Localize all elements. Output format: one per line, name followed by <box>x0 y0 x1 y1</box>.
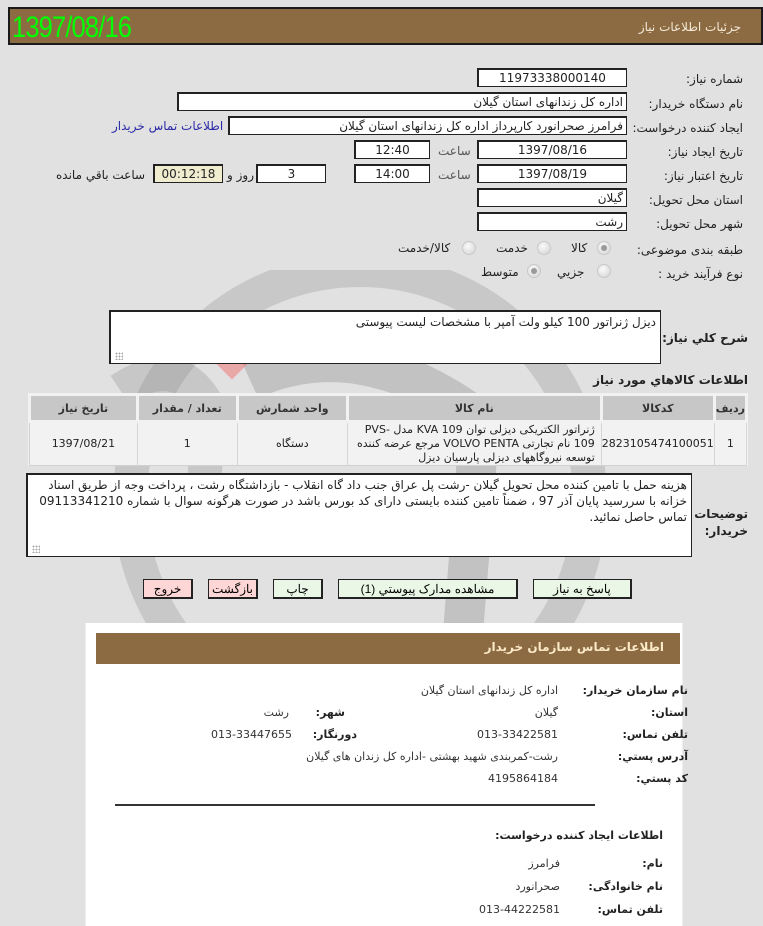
buyer-postal-label: کد پستي: <box>636 772 688 785</box>
buyer-org-label: نام سازمان خریدار: <box>582 684 688 697</box>
creator-last-name-label: نام خانوادگی: <box>588 880 663 893</box>
buyer-contact-header <box>96 633 680 664</box>
creator-phone-label: تلفن تماس: <box>597 903 663 916</box>
category-radio-goods[interactable] <box>597 241 611 255</box>
respond-button[interactable]: پاسخ به نیاز <box>533 579 632 599</box>
page-title: جزئیات اطلاعات نیاز <box>638 20 741 34</box>
creator-last-name-value: صحرانورد <box>515 880 560 893</box>
purchase-type-medium-label: متوسط <box>481 265 519 279</box>
buyer-province-value: گیلان <box>534 706 558 719</box>
back-button[interactable]: بازگشت <box>208 579 258 599</box>
col-unit: واحد شمارش <box>237 395 347 422</box>
buyer-contact-title: اطلاعات تماس سازمان خریدار <box>484 640 664 654</box>
creator-field: فرامرز صحرانورد کارپرداز اداره کل زندانهای استان گیلان <box>228 116 627 135</box>
col-code: کدکالا <box>601 395 714 422</box>
created-time-label: ساعت <box>438 144 471 158</box>
city-label: شهر محل تحویل: <box>656 217 743 231</box>
validity-time-label: ساعت <box>438 168 471 182</box>
view-attachments-button[interactable]: مشاهده مدارک پیوستي (1) <box>338 579 518 599</box>
buyer-fax-label: دورنگار: <box>312 728 357 741</box>
col-date: تاریخ نیاز <box>30 395 138 422</box>
divider <box>115 804 595 806</box>
cell-qty: 1 <box>137 422 237 466</box>
creator-first-name-label: نام: <box>642 857 663 870</box>
province-label: استان محل تحویل: <box>648 193 743 207</box>
cell-date: 1397/08/21 <box>30 422 138 466</box>
resize-grip-icon[interactable] <box>115 352 123 360</box>
resize-grip-icon[interactable] <box>32 545 40 553</box>
created-date-field: 1397/08/16 <box>477 140 627 159</box>
items-section-title: اطلاعات کالاهاي مورد نیاز <box>593 373 748 387</box>
buyer-contact-link[interactable]: اطلاعات تماس خریدار <box>112 119 224 133</box>
cell-name: ژنراتور الکتریکی دیزلی توان 109 KVA مدل PVS-109 نام تجارتی VOLVO PENTA مرجع عرضه کننده توسعه نیروگاههای دیزلی پارسیان دیزل <box>347 422 601 466</box>
purchase-type-minor-label: جزیي <box>557 265 585 279</box>
buyer-notes-text: هزینه حمل با تامین کننده محل تحویل گیلان -رشت پل عراق جنب داد گاه انقلاب - بازداشتگاه رشت ، پرداخت وجه از طریق اسناد خزانه با سررسید پایان آذر 97 ، ضمناً تامین کننده بایستی دارای کد بورس باشد در صورت هرگونه سوال با شماره 09113341210 تماس حاصل نمائید. <box>39 478 687 524</box>
col-qty: تعداد / مقدار <box>137 395 237 422</box>
print-button[interactable]: چاپ <box>273 579 323 599</box>
buyer-org-value: اداره کل زندانهای استان گیلان <box>420 684 558 697</box>
creator-first-name-value: فرامرز <box>528 857 560 870</box>
category-radio-service[interactable] <box>537 241 551 255</box>
days-remaining-field: 3 <box>256 164 326 183</box>
validity-date-field: 1397/08/19 <box>477 164 627 183</box>
buyer-notes-textarea[interactable] <box>26 473 692 557</box>
col-name: نام کالا <box>347 395 601 422</box>
buyer-province-label: استان: <box>651 706 688 719</box>
description-text: دیزل ژنراتور 100 کیلو ولت آمپر با مشخصات لیست پیوستی <box>355 315 656 329</box>
created-time-field: 12:40 <box>354 140 430 159</box>
cell-row: 1 <box>714 422 746 466</box>
validity-date-label: تاریخ اعتبار نیاز: <box>663 169 743 183</box>
buyer-notes-label: توضیحات خریدار: <box>694 507 748 538</box>
category-radio-goods-service[interactable] <box>462 241 476 255</box>
buyer-fax-value: 013-33447655 <box>211 728 292 741</box>
items-table-header <box>30 395 747 422</box>
buyer-address-value: رشت-کمربندی شهید بهشتی -اداره کل زندان های گیلان <box>306 750 558 763</box>
province-field: گیلان <box>477 188 627 207</box>
purchase-type-radio-minor[interactable] <box>597 264 611 278</box>
creator-phone-value: 013-44222581 <box>479 903 560 916</box>
time-remaining-label: ساعت باقي مانده <box>56 168 146 182</box>
cell-code: 2823105474100051 <box>601 422 714 466</box>
buyer-org-field: اداره کل زندانهای استان گیلان <box>177 92 627 111</box>
buyer-phone-label: تلفن تماس: <box>622 728 688 741</box>
description-label: شرح کلي نیاز: <box>662 331 748 345</box>
buyer-city-value: رشت <box>263 706 289 719</box>
days-and-label: روز و <box>227 168 254 182</box>
need-number-label: شماره نیاز: <box>686 72 743 86</box>
need-number-field: 11973338000140 <box>477 68 627 87</box>
items-table <box>28 393 748 466</box>
buyer-city-label: شهر: <box>315 706 345 719</box>
category-service-label: خدمت <box>496 241 528 255</box>
creator-label: ایجاد کننده درخواست: <box>632 121 743 135</box>
buyer-address-label: آدرس پستي: <box>617 750 688 763</box>
time-remaining-field: 00:12:18 <box>153 164 223 183</box>
header-date: 1397/08/16 <box>12 11 132 44</box>
buyer-org-label: نام دستگاه خریدار: <box>648 97 743 111</box>
city-field: رشت <box>477 212 627 231</box>
buyer-phone-value: 013-33422581 <box>477 728 558 741</box>
created-date-label: تاریخ ایجاد نیاز: <box>667 145 743 159</box>
category-goods-label: کالا <box>571 241 588 255</box>
creator-section-title: اطلاعات ایجاد کننده درخواست: <box>495 829 663 842</box>
col-row: ردیف <box>714 395 746 422</box>
category-goods-service-label: کالا/خدمت <box>398 241 451 255</box>
validity-time-field: 14:00 <box>354 164 430 183</box>
title-bar <box>8 7 763 45</box>
description-textarea[interactable] <box>109 310 661 364</box>
buyer-postal-value: 4195864184 <box>488 772 558 785</box>
table-row <box>30 422 747 466</box>
purchase-type-radio-medium[interactable] <box>527 264 541 278</box>
exit-button[interactable]: خروج <box>143 579 193 599</box>
cell-unit: دستگاه <box>237 422 347 466</box>
category-label: طبقه بندی موضوعی: <box>636 243 743 257</box>
purchase-type-label: نوع فرآیند خرید : <box>658 267 743 281</box>
